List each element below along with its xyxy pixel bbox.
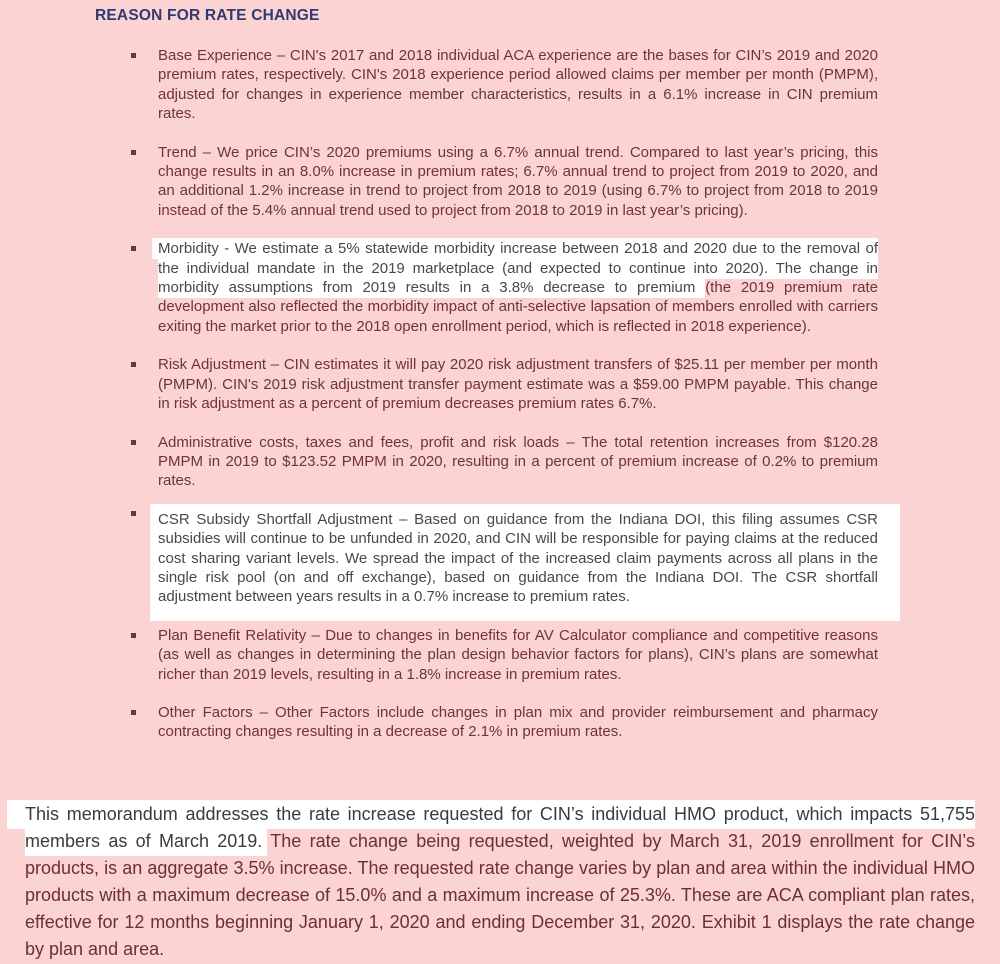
bullet-text bbox=[158, 46, 878, 124]
bullet-text bbox=[158, 626, 878, 684]
summary-text-rest: The rate change being requested, weighted by March 31, 2019 enrollment for CIN’s products, is an aggregate 3.5% increase. The requested rate change varies by plan and area within the individual HMO products with a maximum decrease of 15.0% and a maximum increase of 25.3%. These are ACA compliant plan rates, effective for 12 months beginning January 1, 2020 and ending December 31, 2020. Exhibit 1 displays the rate change by plan and area. bbox=[25, 830, 975, 959]
summary-paragraph bbox=[25, 801, 975, 962]
bullet-text-rest: Trend – We price CIN’s 2020 premiums using a 6.7% annual trend. Compared to last year’s pricing, this change results in an 8.0% increase in premium rates; 6.7% annual trend to project from 2019 to 2020, and an additional 1.2% increase in trend to project from 2018 to 2019 (using 6.7% to project from 2018 to 2019 instead of the 5.4% annual trend used to project from 2018 to 2019 in last year’s pricing). bbox=[158, 143, 878, 219]
bullet-square-icon bbox=[131, 150, 136, 155]
bullet-text-rest: Administrative costs, taxes and fees, profit and risk loads – The total retention increases from $120.28 PMPM in 2019 to $123.52 PMPM in 2020, resulting in a percent of premium increase of 0.2% to premium rates. bbox=[158, 433, 878, 490]
bullet-text-rest: Risk Adjustment – CIN estimates it will pay 2020 risk adjustment transfers of $25.11 per member per month (PMPM). CIN's 2019 risk adjustment transfer payment estimate was a $59.00 PMPM payable. This change in risk adjustment as a percent of premium decreases premium rates 6.7%. bbox=[158, 356, 878, 413]
reason-bullet-list bbox=[158, 46, 878, 761]
bullet-item-morbidity bbox=[158, 239, 878, 336]
bullet-text bbox=[158, 433, 878, 491]
highlighted-text: This memorandum addresses the rate increase requested for CIN’s individual HMO product, which impacts 51,755 members as of March 2019. bbox=[7, 800, 975, 856]
bullet-item-base-experience bbox=[158, 46, 878, 124]
section-heading: REASON FOR RATE CHANGE bbox=[95, 7, 320, 24]
bullet-text bbox=[158, 143, 878, 221]
bullet-text-rest: Base Experience – CIN's 2017 and 2018 individual ACA experience are the bases for CIN’s 2019 and 2020 premium rates, respectively. CIN's 2018 experience period allowed claims per member per month (PMPM), adjusted for changes in experience member characteristics, results in a 6.1% increase in CIN premium rates. bbox=[158, 47, 878, 123]
bullet-square-icon bbox=[131, 53, 136, 58]
bullet-text-rest: CSR Subsidy Shortfall Adjustment – Based on guidance from the Indiana DOI, this filing assumes CSR subsidies will continue to be unfunded in 2020, and CIN will be responsible for paying claims at the reduced cost sharing variant levels. We spread the impact of the increased claim payments across all plans in the single risk pool (on and off exchange), based on guidance from the Indiana DOI. The CSR shortfall adjustment between years results in a 0.7% increase to premium rates. bbox=[158, 510, 878, 606]
bullet-text-rest: Other Factors – Other Factors include changes in plan mix and provider reimbursement and pharmacy contracting changes resulting in a decrease of 2.1% in premium rates. bbox=[158, 703, 878, 741]
bullet-text bbox=[158, 703, 878, 742]
bullet-square-icon bbox=[131, 440, 136, 445]
bullet-item-plan-benefit-relativity bbox=[158, 626, 878, 684]
bullet-item-administrative-costs bbox=[158, 433, 878, 491]
bullet-square-icon bbox=[131, 633, 136, 638]
highlighted-text: Morbidity - We estimate a 5% statewide morbidity increase between 2018 and 2020 due to the removal of the individual mandate in the 2019 marketplace (and expected to continue into 2020). The change in morbidity assumptions from 2019 results in a 3.8% decrease to premium bbox=[152, 238, 878, 298]
bullet-item-csr-subsidy-shortfall bbox=[158, 504, 878, 621]
bullet-text-highlight-block bbox=[150, 504, 900, 621]
bullet-text-rest: Plan Benefit Relativity – Due to changes in benefits for AV Calculator compliance and competitive reasons (as well as changes in determining the plan design behavior factors for plans), CIN’s plans are somewhat richer than 2019 levels, resulting in a 1.8% increase in premium rates. bbox=[158, 626, 878, 683]
bullet-text-rest: (the 2019 premium rate development also reflected the morbidity impact of anti-selective lapsation of members enrolled with carriers exiting the market prior to the 2018 open enrollment period, which is reflected in 2018 experience). bbox=[158, 279, 878, 335]
bullet-square-icon bbox=[131, 246, 136, 251]
bullet-item-risk-adjustment bbox=[158, 355, 878, 413]
bullet-text bbox=[158, 355, 878, 413]
bullet-square-icon bbox=[131, 511, 136, 516]
bullet-item-trend bbox=[158, 143, 878, 221]
bullet-square-icon bbox=[131, 710, 136, 715]
bullet-text bbox=[158, 239, 878, 336]
bullet-item-other-factors bbox=[158, 703, 878, 742]
bullet-square-icon bbox=[131, 362, 136, 367]
